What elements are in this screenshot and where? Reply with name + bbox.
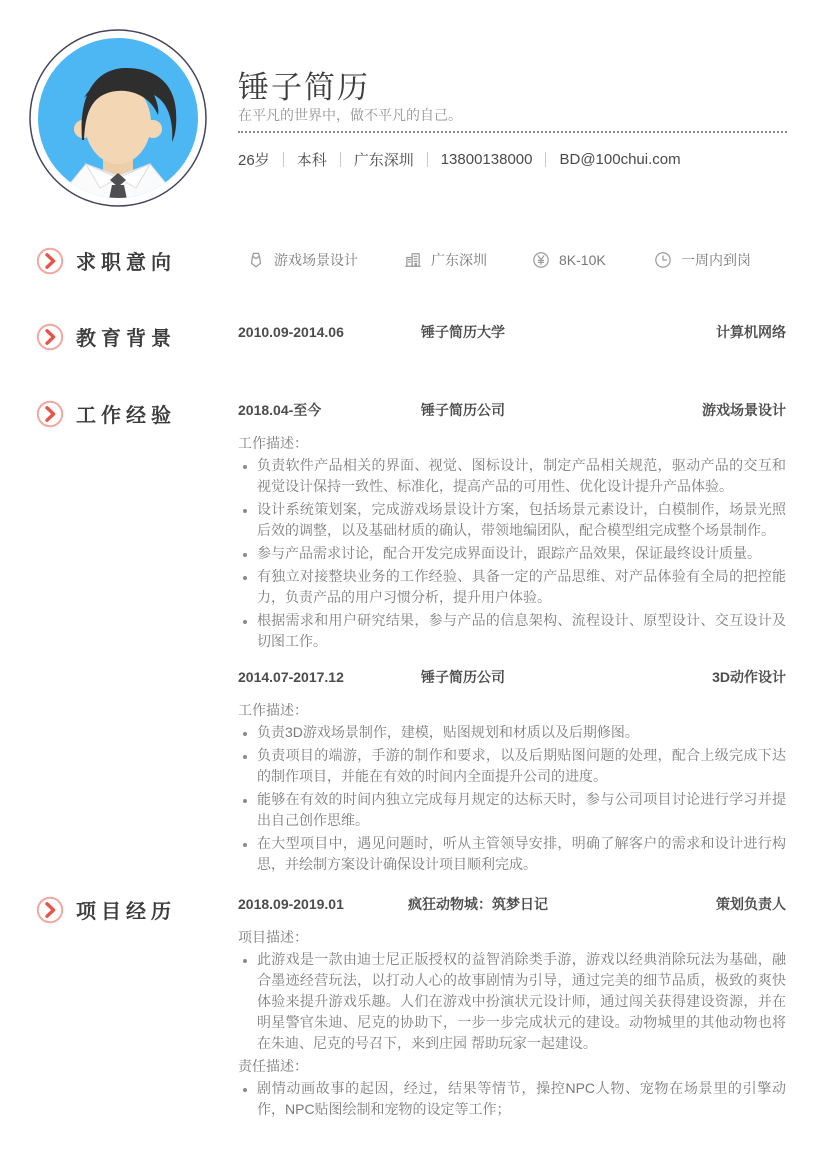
work-period: 2014.07-2017.12 (238, 669, 344, 685)
necktie-icon (247, 251, 265, 269)
project-resp-list (238, 1078, 786, 1120)
education-school: 锤子简历大学 (421, 324, 505, 340)
intent-availability (654, 250, 786, 271)
project-period: 2018.09-2019.01 (238, 896, 344, 912)
work-desc-label: 工作描述： (238, 702, 308, 718)
city-text: 广东深圳 (353, 151, 414, 169)
intent-salary (532, 250, 654, 271)
job-intention-row (247, 246, 786, 274)
section-title: 项目经历 (76, 901, 176, 923)
bullet-item: • 在大型项目中，遇见问题时，听从主管领导安排，明确了解客户的需求和设计进行构思，并绘制方案设计确保设计项目顺利完成。 (257, 833, 786, 875)
bullet-item: • 能够在有效的时间内独立完成每月规定的达标天时，参与公司项目讨论进行学习并提出自己创作思维。 (257, 789, 786, 831)
work-desc-label: 工作描述： (238, 435, 308, 451)
project-resp-label: 责任描述： (238, 1058, 308, 1074)
education-content (238, 322, 786, 342)
project-desc-list (238, 949, 786, 1054)
slogan-text: 在平凡的世界中，做不平凡的自己。 (238, 107, 462, 123)
education-major: 计算机网络 (716, 324, 786, 340)
project-name: 疯狂动物城：筑梦日记 (408, 896, 548, 912)
intent-position-label: 游戏场景设计 (274, 251, 358, 268)
work-company: 锤子简历公司 (421, 402, 505, 418)
personal-info-line (238, 148, 787, 170)
chevron-circle-icon (36, 323, 64, 351)
bullet-item: • 设计系统策划案，完成游戏场景设计方案，包括场景元素设计，白模制作，场景光照后效的调整，以及基础材质的确认，带领地编团队，配合模型组完成整个场景制作。 (257, 499, 786, 541)
clock-icon (654, 251, 672, 269)
chevron-circle-icon (36, 247, 64, 275)
bullet-item: • 剧情动画故事的起因，经过，结果等情节，操控NPC人物、宠物在场景里的引擎动作，NPC贴图绘制和宠物的设定等工作； (257, 1078, 786, 1120)
work-desc-list (238, 722, 786, 875)
bullet-item: • 负责项目的端游，手游的制作和要求，以及后期贴图问题的处理，配合上级完成下达的制作项目，并能在有效的时间内全面提升公司的进度。 (257, 745, 786, 787)
project-desc-label: 项目描述： (238, 929, 308, 945)
work-content (238, 400, 786, 877)
building-icon (404, 251, 422, 269)
work-entry-header (238, 667, 786, 687)
divider (283, 152, 284, 167)
email-text: BD@100chui.com (559, 150, 681, 168)
chevron-circle-icon (36, 400, 64, 428)
chevron-circle-icon (36, 896, 64, 924)
divider (340, 152, 341, 167)
divider (545, 152, 546, 167)
bullet-item: • 此游戏是一款由迪士尼正版授权的益智消除类手游，游戏以经典消除玩法为基础，融合墨迹经营玩法，以打动人心的故事剧情为引导，通过完美的细节品质，极致的爽快体验来提升游戏乐趣。人们在游戏中扮演状元设计师，通过闯关获得建设资源，并在明星警官朱迪、尼克的协助下，一步一步完成状元的建设。动物城里的其他动物也将在朱迪、尼克的号召下，来到庄园 帮助玩家一起建设。 (257, 949, 786, 1054)
section-header-job-intention (36, 246, 176, 275)
intent-city-label: 广东深圳 (431, 251, 487, 268)
project-content (238, 894, 786, 1122)
intent-salary-label: 8K-10K (559, 251, 606, 268)
divider (427, 152, 428, 167)
bullet-item: • 负责3D游戏场景制作，建模，贴图规划和材质以及后期修图。 (257, 722, 786, 743)
section-header-project (36, 895, 176, 924)
avatar (28, 28, 208, 208)
intent-position (247, 250, 404, 271)
work-role: 游戏场景设计 (702, 402, 786, 418)
work-entry-1 (238, 400, 786, 652)
age-text: 26岁 (238, 151, 270, 169)
work-company: 锤子简历公司 (421, 669, 505, 685)
degree-text: 本科 (296, 151, 327, 169)
work-period: 2018.04-至今 (238, 402, 322, 418)
education-entry (238, 322, 786, 342)
work-desc-list (238, 455, 786, 652)
intent-availability-label: 一周内到岗 (681, 251, 751, 268)
work-role: 3D动作设计 (712, 669, 786, 685)
bullet-item: • 有独立对接整块业务的工作经验、具备一定的产品思维、对产品体验有全局的把控能力，负责产品的用户习惯分析，提升用户体验。 (257, 566, 786, 608)
work-entry-2 (238, 667, 786, 875)
work-entry-header (238, 400, 786, 420)
bullet-item: • 负责软件产品相关的界面、视觉、图标设计，制定产品相关规范，驱动产品的交互和视觉设计保持一致性、标准化，提高产品的可用性、优化设计提升产品体验。 (257, 455, 786, 497)
section-header-education (36, 322, 176, 351)
education-period: 2010.09-2014.06 (238, 324, 344, 340)
project-role: 策划负责人 (716, 896, 786, 912)
section-header-work (36, 399, 176, 428)
project-entry-1 (238, 894, 786, 1120)
section-title: 求职意向 (76, 252, 176, 274)
dotted-divider (238, 131, 787, 133)
section-title: 教育背景 (76, 328, 176, 350)
avatar-image (28, 28, 208, 208)
page-title: 锤子简历 (238, 70, 370, 105)
intent-city (404, 250, 532, 271)
yuan-icon (532, 251, 550, 269)
project-entry-header (238, 894, 786, 914)
phone-text: 13800138000 (440, 150, 533, 168)
bullet-item: • 根据需求和用户研究结果，参与产品的信息架构、流程设计、原型设计、交互设计及切图工作。 (257, 610, 786, 652)
bullet-item: • 参与产品需求讨论，配合开发完成界面设计，跟踪产品效果，保证最终设计质量。 (257, 543, 786, 564)
section-title: 工作经验 (76, 405, 176, 427)
